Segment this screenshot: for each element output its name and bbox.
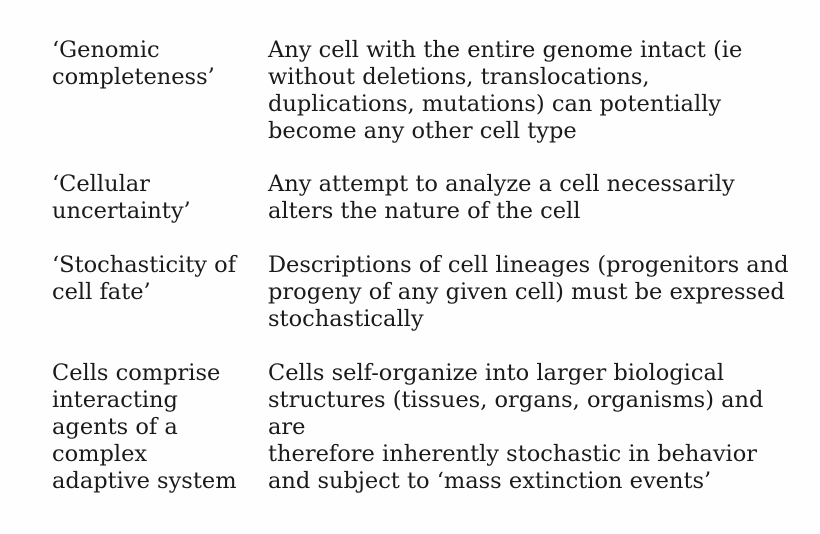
table-row (52, 37, 792, 145)
principle-term: ‘Genomic completeness’ (52, 37, 215, 90)
principle-description: Any attempt to analyze a cell necessarily alters the nature of the cell (268, 171, 735, 224)
table-row (52, 252, 792, 333)
principle-term: ‘Cellular uncertainty’ (52, 171, 191, 224)
table-row (52, 171, 792, 225)
principle-description: Descriptions of cell lineages (progenitors and progeny of any given cell) must be expressed stochastically (268, 252, 789, 332)
table-row (52, 360, 792, 495)
principle-term: Cells comprise interacting agents of a complex adaptive system (52, 360, 237, 494)
principle-description: Cells self-organize into larger biological structures (tissues, organs, organisms) and are therefore inherently stochastic in behavior and subject to ‘mass extinction events’ (268, 360, 764, 494)
principle-description: Any cell with the entire genome intact (ie without deletions, translocations, duplications, mutations) can potentially become any other cell type (268, 37, 743, 144)
principle-term: ‘Stochasticity of cell fate’ (52, 252, 237, 305)
